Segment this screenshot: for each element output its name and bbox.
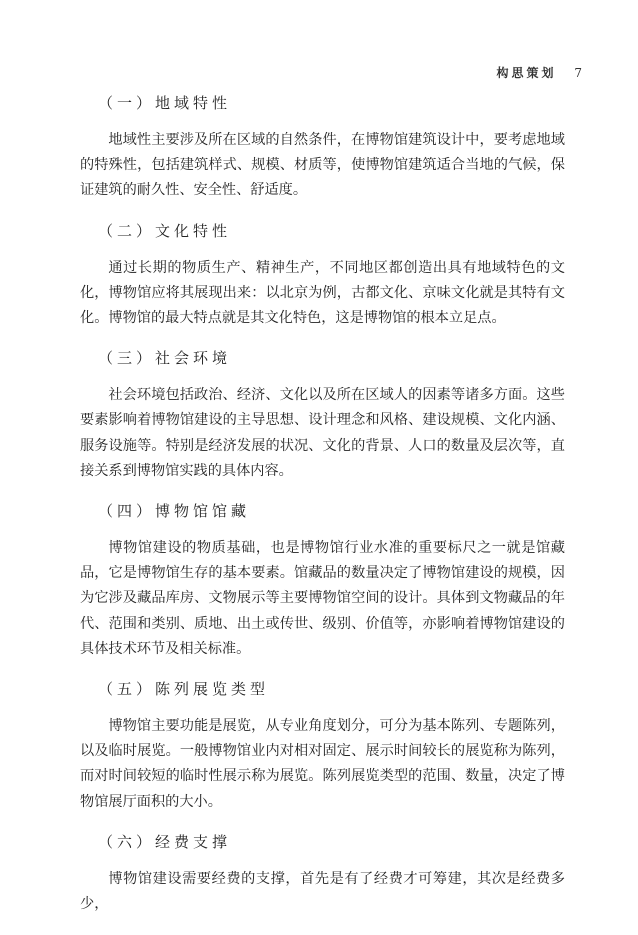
- section-paragraph-social: 社会环境包括政治、经济、文化以及所在区域人的因素等诸多方面。这些要素影响着博物馆建设的主导思想、设计理念和风格、建设规模、文化内涵、服务设施等。特别是经济发展的状况、文化的背景、人口的数量及层次等，直接关系到博物馆实践的具体内容。: [80, 387, 565, 479]
- section-heading-collection: （四）博物馆馆藏: [98, 502, 251, 521]
- section-heading-social: （三）社会环境: [98, 349, 232, 368]
- section-heading-exhibition: （五）陈列展览类型: [98, 680, 270, 699]
- section-heading-regional: （一）地域特性: [98, 94, 232, 112]
- section-paragraph-collection: 博物馆建设的物质基础，也是博物馆行业水准的重要标尺之一就是馆藏品，它是博物馆生存的基本要素。馆藏品的数量决定了博物馆建设的规模，因为它涉及藏品库房、文物展示等主要博物馆空间的设计。具体到文物藏品的年代、范围和类别、质地、出土或传世、级别、价值等，亦影响着博物馆建设的具体技术环节及相关标准。: [80, 540, 565, 657]
- section-heading-funding: （六）经费支撑: [98, 832, 232, 851]
- section-paragraph-funding: 博物馆建设需要经费的支撑，首先是有了经费才可筹建，其次是经费多少，: [80, 870, 565, 913]
- section-heading-cultural: （二）文化特性: [98, 221, 232, 240]
- chapter-title: 构思策划: [496, 66, 557, 80]
- running-header: [497, 64, 582, 81]
- section-paragraph-cultural: 通过长期的物质生产、精神生产，不同地区都创造出具有地域特色的文化，博物馆应将其展现出来：以北京为例，古都文化、京味文化就是其特有文化。博物馆的最大特点就是其文化特色，这是博物馆的根本立足点。: [80, 259, 565, 327]
- section-paragraph-regional: 地域性主要涉及所在区域的自然条件，在博物馆建筑设计中，要考虑地域的特殊性，包括建筑样式、规模、材质等，使博物馆建筑适合当地的气候，保证建筑的耐久性、安全性、舒适度。: [80, 132, 565, 199]
- page-body: [80, 94, 565, 935]
- section-paragraph-exhibition: 博物馆主要功能是展览，从专业角度划分，可分为基本陈列、专题陈列，以及临时展览。一般博物馆业内对相对固定、展示时间较长的展览称为陈列，而对时间较短的临时性展示称为展览。陈列展览类型的范围、数量，决定了博物馆展厅面积的大小。: [80, 718, 565, 810]
- page-number: 7: [574, 66, 582, 80]
